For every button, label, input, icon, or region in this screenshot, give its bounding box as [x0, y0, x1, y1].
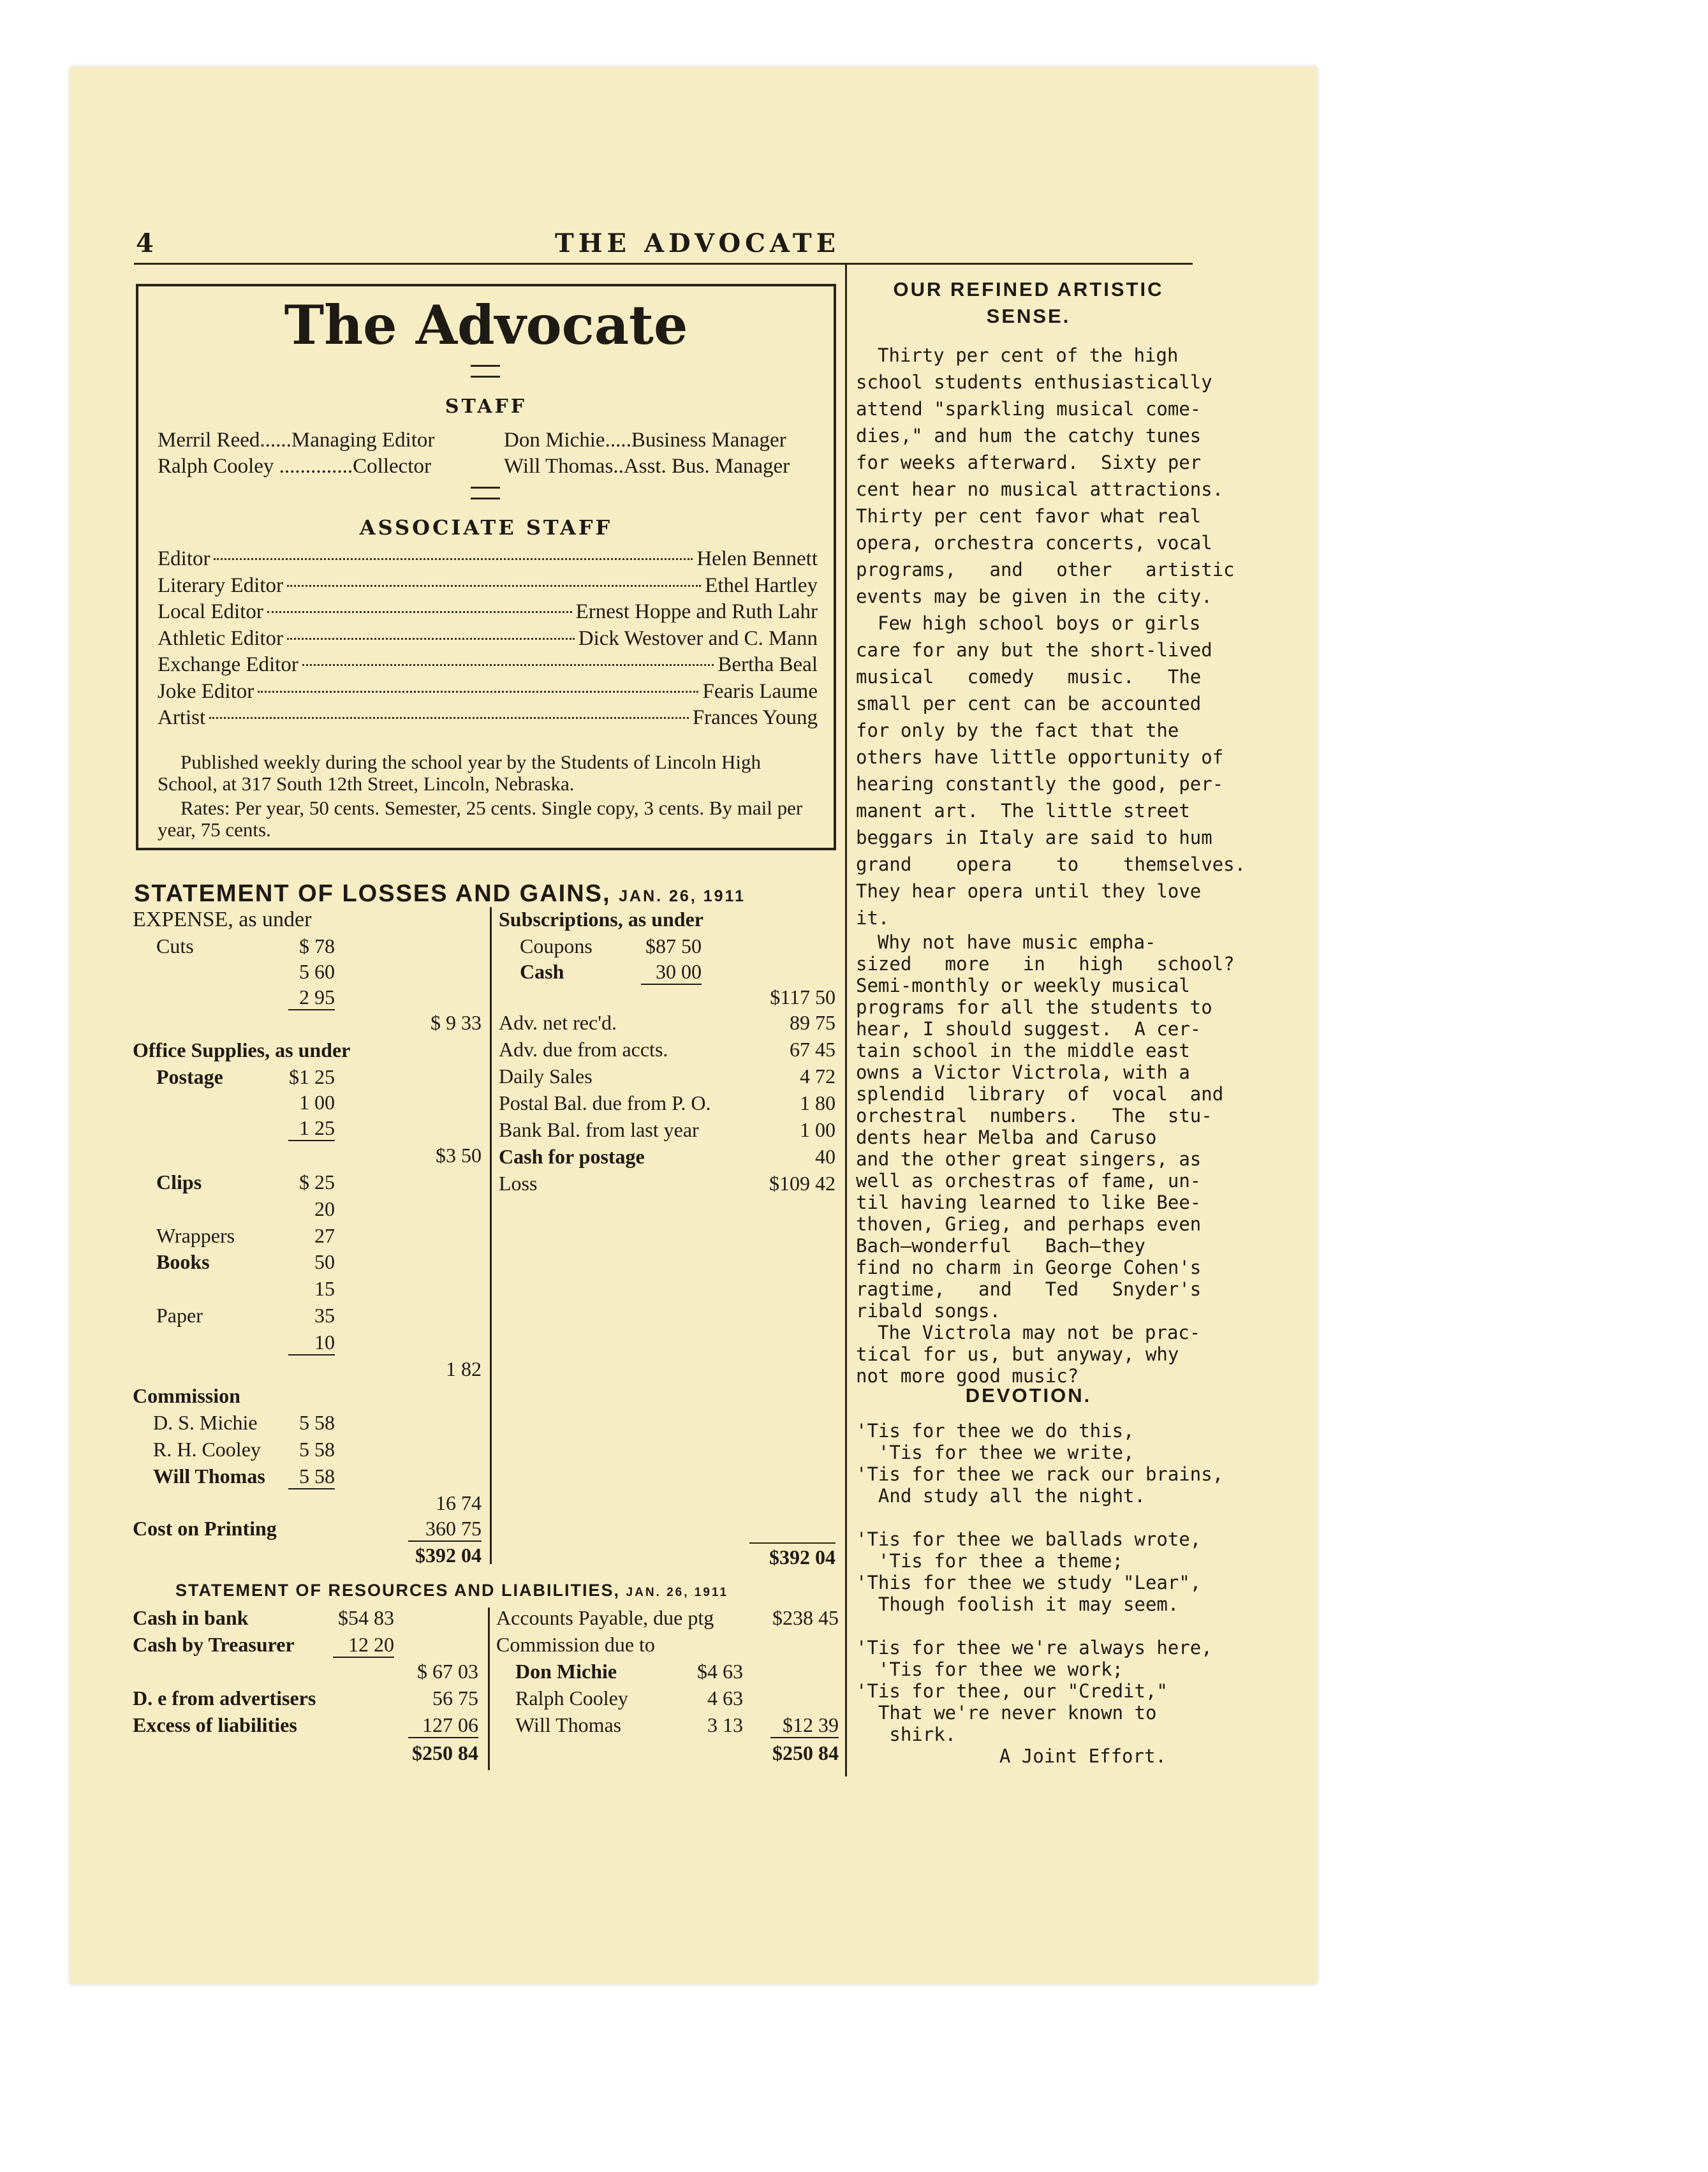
books-label: Books [156, 1250, 210, 1273]
postage-value: 1 00 [299, 1091, 335, 1114]
cuts-value: $ 78 [299, 935, 335, 957]
column-divider [845, 265, 847, 1777]
printing-label: Cost on Printing [133, 1517, 277, 1540]
income-amount: 1 80 [800, 1091, 836, 1114]
income-label: Daily Sales [499, 1065, 593, 1088]
ornament-rule [471, 365, 500, 378]
commission-due-amount: 3 13 [707, 1713, 743, 1736]
commission-amount: 5 58 [288, 1465, 335, 1489]
poem-line: 'Tis for thee we write, [856, 1442, 1135, 1463]
article-line: owns a Victor Victrola, with a [856, 1061, 1190, 1083]
poem-line: 'Tis for thee we work; [856, 1659, 1124, 1680]
article-line: events may be given in the city. [856, 586, 1212, 607]
postage-total: $3 50 [436, 1144, 482, 1167]
publication-note: Published weekly during the school year by the Students of Lincoln High School, at 317 South 12th Street, Lincoln, Nebraska. [158, 751, 762, 795]
article-line: Semi-monthly or weekly musical [856, 975, 1190, 996]
associate-list [158, 547, 818, 733]
article-line: for only by the fact that the [856, 720, 1179, 741]
books-value: 15 [314, 1277, 335, 1300]
commission-due-label: Commission due to [496, 1633, 655, 1656]
article-line: school students enthusiastically [856, 371, 1212, 393]
income-label: Adv. net rec'd. [499, 1011, 617, 1034]
commission-name: D. S. Michie [153, 1411, 258, 1434]
article-line: programs, and other artistic [856, 559, 1235, 580]
commission-due-name: Ralph Cooley [515, 1687, 628, 1710]
article-title: SENSE. [986, 305, 1071, 327]
income-amount: $109 42 [769, 1172, 836, 1195]
article-body [856, 342, 1246, 1387]
article-title: OUR REFINED ARTISTIC [893, 278, 1164, 300]
article-line: dents hear Melba and Caruso [856, 1127, 1157, 1148]
accounts-payable-label: Accounts Payable, due ptg [496, 1606, 714, 1629]
article-line: Why not have music empha- [878, 931, 1156, 953]
treasurer-amount: 12 20 [333, 1633, 394, 1658]
statement-divider [490, 907, 492, 1564]
income-amount: 89 75 [790, 1011, 836, 1034]
income-label: Adv. due from accts. [499, 1038, 668, 1061]
associate-row: Athletic Editor Dick Westover and C. Mann [158, 626, 818, 650]
excess-label: Excess of liabilities [133, 1713, 297, 1736]
article-line: care for any but the short-lived [856, 639, 1212, 661]
article-line: Thirty per cent favor what real [856, 505, 1202, 527]
poem-line: 'Tis for thee we're always here, [856, 1637, 1212, 1659]
article-line: cent hear no musical attractions. [856, 478, 1224, 500]
subscriptions-heading: Subscriptions, as under [499, 908, 703, 931]
poem-line: 'This for thee we study "Lear", [856, 1572, 1202, 1593]
bank-amount: $54 83 [338, 1606, 394, 1629]
article-line: tical for us, but anyway, why [856, 1343, 1179, 1365]
resources-left-total: $250 84 [412, 1741, 478, 1764]
article-line: Few high school boys or girls [878, 612, 1201, 634]
coupons-label: Coupons [520, 935, 593, 957]
poem-body [856, 1420, 1224, 1767]
article-line: Bach—wonderful Bach—they [856, 1235, 1145, 1257]
expense-grand-total: $392 04 [415, 1544, 482, 1567]
poem-line: 'Tis for thee we do this, [856, 1420, 1135, 1442]
poem-signature: A Joint Effort. [999, 1745, 1167, 1767]
article-line: not more good music? [856, 1365, 1079, 1387]
poem-line: Though foolish it may seem. [856, 1593, 1179, 1615]
income-amount: 40 [815, 1145, 836, 1168]
staff-heading: STAFF [445, 395, 527, 418]
subscriptions-total: $117 50 [770, 986, 836, 1008]
article-line: small per cent can be accounted [856, 693, 1202, 714]
article-line: hear, I should suggest. A cer- [856, 1018, 1202, 1040]
poem-line: 'Tis for thee we ballads wrote, [856, 1528, 1202, 1550]
article-line: well as orchestras of fame, un- [856, 1170, 1202, 1192]
losses-gains-title: STATEMENT OF LOSSES AND GAINS, JAN. 26, 1911 [134, 880, 746, 907]
article-line: ribald songs. [856, 1300, 1001, 1322]
article-line: and the other great singers, as [856, 1148, 1202, 1170]
books-value: 50 [314, 1250, 335, 1273]
stanza-gap [856, 1507, 1204, 1528]
header-rule [134, 263, 1193, 265]
coupons-amount: $87 50 [645, 935, 702, 957]
stanza-gap [856, 1615, 1204, 1637]
income-amount: 1 00 [800, 1118, 836, 1141]
commission-total: 16 74 [436, 1491, 482, 1514]
clips-value: $ 25 [299, 1171, 335, 1193]
misc-total: 1 82 [446, 1357, 482, 1380]
cuts-total: $ 9 33 [431, 1011, 482, 1034]
cash-amount: 30 00 [641, 960, 702, 985]
article-line: manent art. The little street [856, 800, 1190, 822]
paper-label: Paper [156, 1304, 203, 1327]
poem-line: 'Tis for thee a theme; [856, 1550, 1124, 1572]
associate-row: Exchange Editor Bertha Beal [158, 653, 818, 676]
commission-name: Will Thomas [153, 1465, 265, 1488]
commission-due-amount: 4 63 [707, 1687, 743, 1710]
postage-value: $1 25 [289, 1065, 335, 1088]
paper-value: 10 [288, 1331, 335, 1356]
article-line: dies," and hum the catchy tunes [856, 425, 1202, 447]
poem-line: That we're never known to [856, 1702, 1157, 1724]
poem-title: DEVOTION. [965, 1384, 1092, 1407]
resources-right-total: $250 84 [772, 1741, 839, 1764]
printing-amount: 360 75 [408, 1517, 482, 1542]
advertisers-amount: 56 75 [432, 1687, 478, 1710]
poem-line: And study all the night. [856, 1485, 1145, 1507]
cuts-label: Cuts [156, 935, 194, 957]
office-supplies-heading: Office Supplies, as under [133, 1038, 351, 1061]
wrappers-value: 27 [314, 1224, 335, 1247]
associate-row: Joke Editor Fearis Laume [158, 679, 818, 703]
article-line: attend "sparkling musical come- [856, 398, 1202, 420]
associate-row: Editor Helen Bennett [158, 547, 818, 570]
article-line: programs for all the students to [856, 996, 1212, 1018]
running-title: THE ADVOCATE [555, 228, 841, 258]
article-line: grand opera to themselves. [856, 853, 1246, 875]
resources-divider [488, 1607, 490, 1770]
associate-row: Local Editor Ernest Hoppe and Ruth Lahr [158, 600, 818, 623]
article-line: They hear opera until they love [856, 880, 1202, 902]
article-line: opera, orchestra concerts, vocal [856, 532, 1212, 554]
poem-line: 'Tis for thee we rack our brains, [856, 1463, 1224, 1485]
article-line: hearing constantly the good, per- [856, 773, 1224, 795]
staff-entry: Don Michie.....Business Manager [504, 429, 786, 452]
staff-entry: Merril Reed......Managing Editor [158, 429, 435, 452]
article-line: tain school in the middle east [856, 1040, 1190, 1061]
masthead-title: The Advocate [284, 293, 688, 357]
clips-label: Clips [156, 1171, 202, 1193]
article-line: ragtime, and Ted Snyder's [856, 1278, 1202, 1300]
bank-label: Cash in bank [133, 1606, 249, 1629]
associate-heading: ASSOCIATE STAFF [359, 515, 613, 540]
total-rule [749, 1542, 836, 1544]
page-number: 4 [136, 228, 158, 258]
article-line: til having learned to like Bee- [856, 1192, 1202, 1213]
article-line: thoven, Grieg, and perhaps even [856, 1213, 1202, 1235]
income-label: Bank Bal. from last year [499, 1118, 699, 1141]
associate-row: Artist Frances Young [158, 706, 818, 729]
article-line: Thirty per cent of the high [878, 344, 1179, 366]
rates-note: Rates: Per year, 50 cents. Semester, 25 cents. Single copy, 3 cents. By mail per year, 75 cents. [158, 797, 803, 841]
income-label: Cash for postage [499, 1145, 645, 1168]
article-line: others have little opportunity of [856, 746, 1224, 768]
income-amount: 4 72 [800, 1065, 836, 1088]
cash-total: $ 67 03 [417, 1660, 478, 1683]
commission-due-name: Don Michie [515, 1660, 617, 1683]
commission-due-total: $12 39 [770, 1713, 839, 1738]
commission-name: R. H. Cooley [153, 1438, 261, 1461]
income-grand-total: $392 04 [769, 1546, 836, 1569]
cuts-value: 5 60 [299, 960, 335, 983]
wrappers-label: Wrappers [156, 1224, 235, 1247]
poem-line: 'Tis for thee, our "Credit," [856, 1680, 1168, 1702]
advertisers-label: D. e from advertisers [133, 1687, 316, 1710]
article-line: for weeks afterward. Sixty per [856, 452, 1202, 473]
article-line: find no charm in George Cohen's [856, 1257, 1202, 1278]
staff-entry: Will Thomas..Asst. Bus. Manager [504, 455, 790, 478]
accounts-payable-amount: $238 45 [772, 1606, 839, 1629]
excess-amount: 127 06 [408, 1713, 478, 1738]
associate-row: Literary Editor Ethel Hartley [158, 573, 818, 597]
article-line: sized more in high school? [856, 953, 1235, 975]
commission-due-name: Will Thomas [515, 1713, 622, 1736]
postage-label: Postage [156, 1065, 223, 1088]
article-line: beggars in Italy are said to hum [856, 827, 1212, 848]
article-line: musical comedy music. The [856, 666, 1202, 688]
staff-entry: Ralph Cooley ..............Collector [158, 455, 431, 478]
commission-amount: 5 58 [299, 1411, 335, 1434]
expense-heading: EXPENSE, as under [133, 908, 312, 931]
commission-amount: 5 58 [299, 1438, 335, 1461]
income-label: Loss [499, 1172, 538, 1195]
income-amount: 67 45 [790, 1038, 836, 1061]
commission-due-amount: $4 63 [697, 1660, 743, 1683]
income-label: Postal Bal. due from P. O. [499, 1091, 711, 1114]
cuts-value: 2 95 [288, 986, 335, 1010]
article-line: it. [856, 907, 890, 929]
resources-liabilities-title: STATEMENT OF RESOURCES AND LIABILITIES, JAN. 26, 1911 [175, 1581, 729, 1600]
clips-value: 20 [314, 1197, 335, 1220]
cash-label: Cash [520, 960, 564, 983]
commission-heading: Commission [133, 1384, 240, 1407]
treasurer-label: Cash by Treasurer [133, 1633, 295, 1656]
ornament-rule [471, 487, 500, 499]
paper-value: 35 [314, 1304, 335, 1327]
article-line: The Victrola may not be prac- [878, 1322, 1201, 1343]
article-line: orchestral numbers. The stu- [856, 1105, 1212, 1127]
article-line: splendid library of vocal and [856, 1083, 1224, 1105]
postage-value: 1 25 [288, 1116, 335, 1141]
poem-line: shirk. [856, 1724, 957, 1745]
